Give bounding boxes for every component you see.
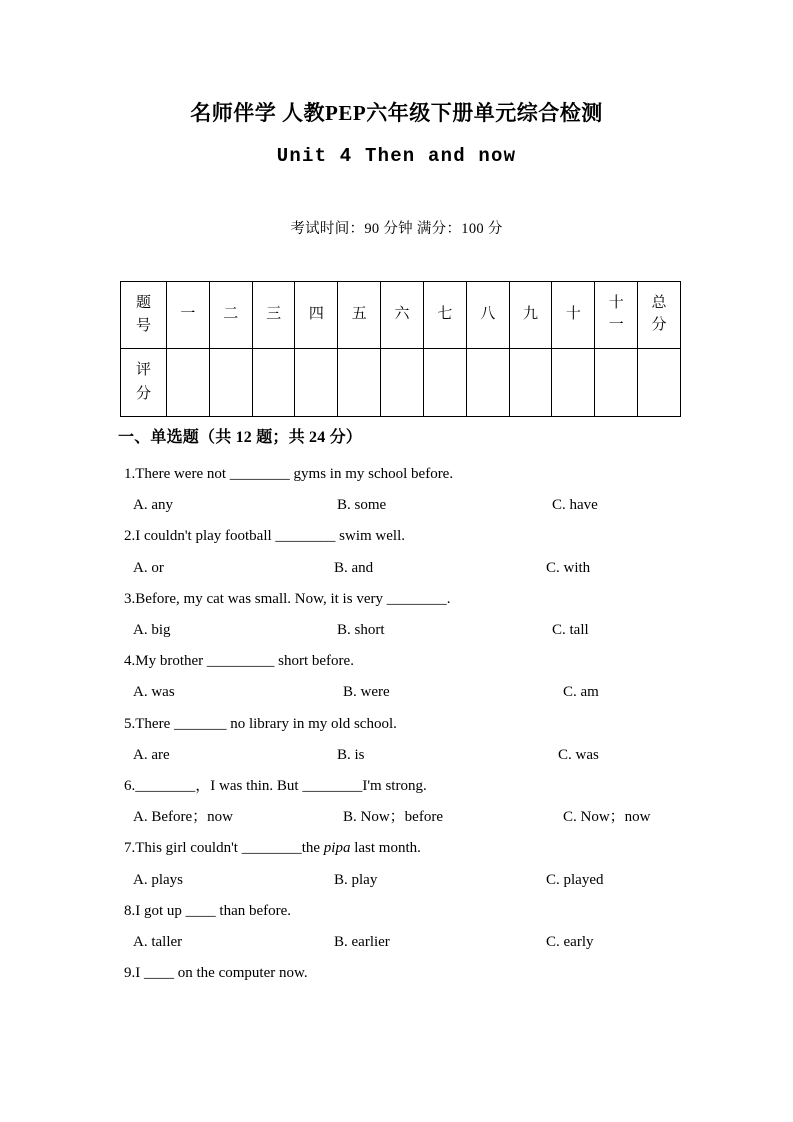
score-table-col-4: 四 <box>295 282 338 349</box>
question-4-option-b[interactable]: B. were <box>343 684 390 701</box>
question-8-stem: 8.I got up ____ than before. <box>124 902 292 919</box>
table-row-question-numbers <box>121 282 681 349</box>
question-2-options <box>0 553 793 584</box>
question-9 <box>0 958 793 989</box>
question-9-stem: 9.I ____ on the computer now. <box>124 965 308 982</box>
question-4 <box>0 646 793 708</box>
question-1-option-a[interactable]: A. any <box>133 497 173 514</box>
question-4-options <box>0 677 793 708</box>
question-7-stem-post: last month. <box>350 840 421 857</box>
question-5-stem: 5.There _______ no library in my old school. <box>124 715 397 732</box>
question-1-stem: 1.There were not ________ gyms in my school before. <box>124 466 454 482</box>
score-table-col-7: 七 <box>423 282 466 349</box>
question-6-option-c[interactable]: C. Now；now <box>563 809 651 826</box>
question-2-option-b[interactable]: B. and <box>334 559 374 576</box>
exam-meta-line: 考试时间：90 分钟 满分：100 分 <box>290 221 503 237</box>
score-table-col-1: 一 <box>167 282 210 349</box>
question-6-option-b[interactable]: B. Now；before <box>343 809 443 826</box>
question-1-option-c[interactable]: C. have <box>552 497 598 514</box>
question-2-stem: 2.I couldn't play football ________ swim well. <box>124 528 406 545</box>
score-table-row-label-2: 评分 <box>121 349 167 417</box>
score-table-col-6: 六 <box>381 282 424 349</box>
question-7-option-b[interactable]: B. play <box>334 871 378 888</box>
question-3-options <box>0 615 793 646</box>
question-7-stem <box>0 833 793 864</box>
question-8-option-a[interactable]: A. taller <box>133 933 183 950</box>
score-table-col-2: 二 <box>209 282 252 349</box>
question-7 <box>0 833 793 895</box>
question-1-option-b[interactable]: B. some <box>337 497 387 514</box>
score-cell-8[interactable] <box>466 349 509 417</box>
score-cell-2[interactable] <box>209 349 252 417</box>
question-5-option-c[interactable]: C. was <box>558 746 599 763</box>
score-table-col-total: 总分 <box>638 282 681 349</box>
table-row-scores <box>121 349 681 417</box>
question-6 <box>0 771 793 833</box>
score-table <box>120 281 681 417</box>
question-list <box>0 459 793 989</box>
score-cell-3[interactable] <box>252 349 295 417</box>
score-cell-5[interactable] <box>338 349 381 417</box>
score-table-col-10: 十 <box>552 282 595 349</box>
question-7-stem-italic: pipa <box>323 840 351 857</box>
score-cell-7[interactable] <box>423 349 466 417</box>
question-7-stem-pre: 7.This girl couldn't ________the <box>124 840 324 857</box>
question-4-option-c[interactable]: C. am <box>563 684 599 701</box>
question-5-option-a[interactable]: A. are <box>133 746 170 763</box>
question-5 <box>0 709 793 771</box>
question-4-stem: 4.My brother _________ short before. <box>124 653 354 670</box>
score-cell-11[interactable] <box>595 349 638 417</box>
question-3-option-c[interactable]: C. tall <box>552 621 589 638</box>
question-3-stem: 3.Before, my cat was small. Now, it is very ________. <box>124 590 451 607</box>
question-7-option-c[interactable]: C. played <box>546 871 604 888</box>
score-cell-total[interactable] <box>638 349 681 417</box>
question-3-option-a[interactable]: A. big <box>133 621 171 638</box>
score-cell-6[interactable] <box>381 349 424 417</box>
score-cell-10[interactable] <box>552 349 595 417</box>
question-7-option-a[interactable]: A. plays <box>133 871 183 888</box>
score-cell-9[interactable] <box>509 349 552 417</box>
page-title: 名师伴学 人教PEP六年级下册单元综合检测 <box>190 101 603 125</box>
question-5-option-b[interactable]: B. is <box>337 746 365 763</box>
question-3-option-b[interactable]: B. short <box>337 621 385 638</box>
score-cell-4[interactable] <box>295 349 338 417</box>
score-table-col-11: 十一 <box>595 282 638 349</box>
score-table-wrapper <box>120 281 681 417</box>
question-8-option-c[interactable]: C. early <box>546 933 594 950</box>
score-table-row-label-1: 题号 <box>121 282 167 349</box>
question-2-option-c[interactable]: C. with <box>546 559 591 576</box>
question-1 <box>0 459 793 521</box>
section-heading-1: 一、单选题（共 12 题；共 24 分） <box>118 429 363 446</box>
question-4-option-a[interactable]: A. was <box>133 684 175 701</box>
question-6-stem: 6.________，I was thin. But ________I'm strong. <box>124 777 427 794</box>
question-8-option-b[interactable]: B. earlier <box>334 933 390 950</box>
question-1-options <box>0 490 793 521</box>
question-6-option-a[interactable]: A. Before；now <box>133 809 233 826</box>
score-table-col-8: 八 <box>466 282 509 349</box>
question-6-options <box>0 802 793 833</box>
page-subtitle: Unit 4 Then and now <box>276 145 517 167</box>
score-table-col-9: 九 <box>509 282 552 349</box>
question-2-option-a[interactable]: A. or <box>133 559 164 576</box>
score-cell-1[interactable] <box>167 349 210 417</box>
question-8 <box>0 896 793 958</box>
question-3 <box>0 584 793 646</box>
question-5-options <box>0 740 793 771</box>
question-2 <box>0 521 793 583</box>
question-7-options <box>0 865 793 896</box>
question-8-options <box>0 927 793 958</box>
score-table-col-5: 五 <box>338 282 381 349</box>
score-table-col-3: 三 <box>252 282 295 349</box>
